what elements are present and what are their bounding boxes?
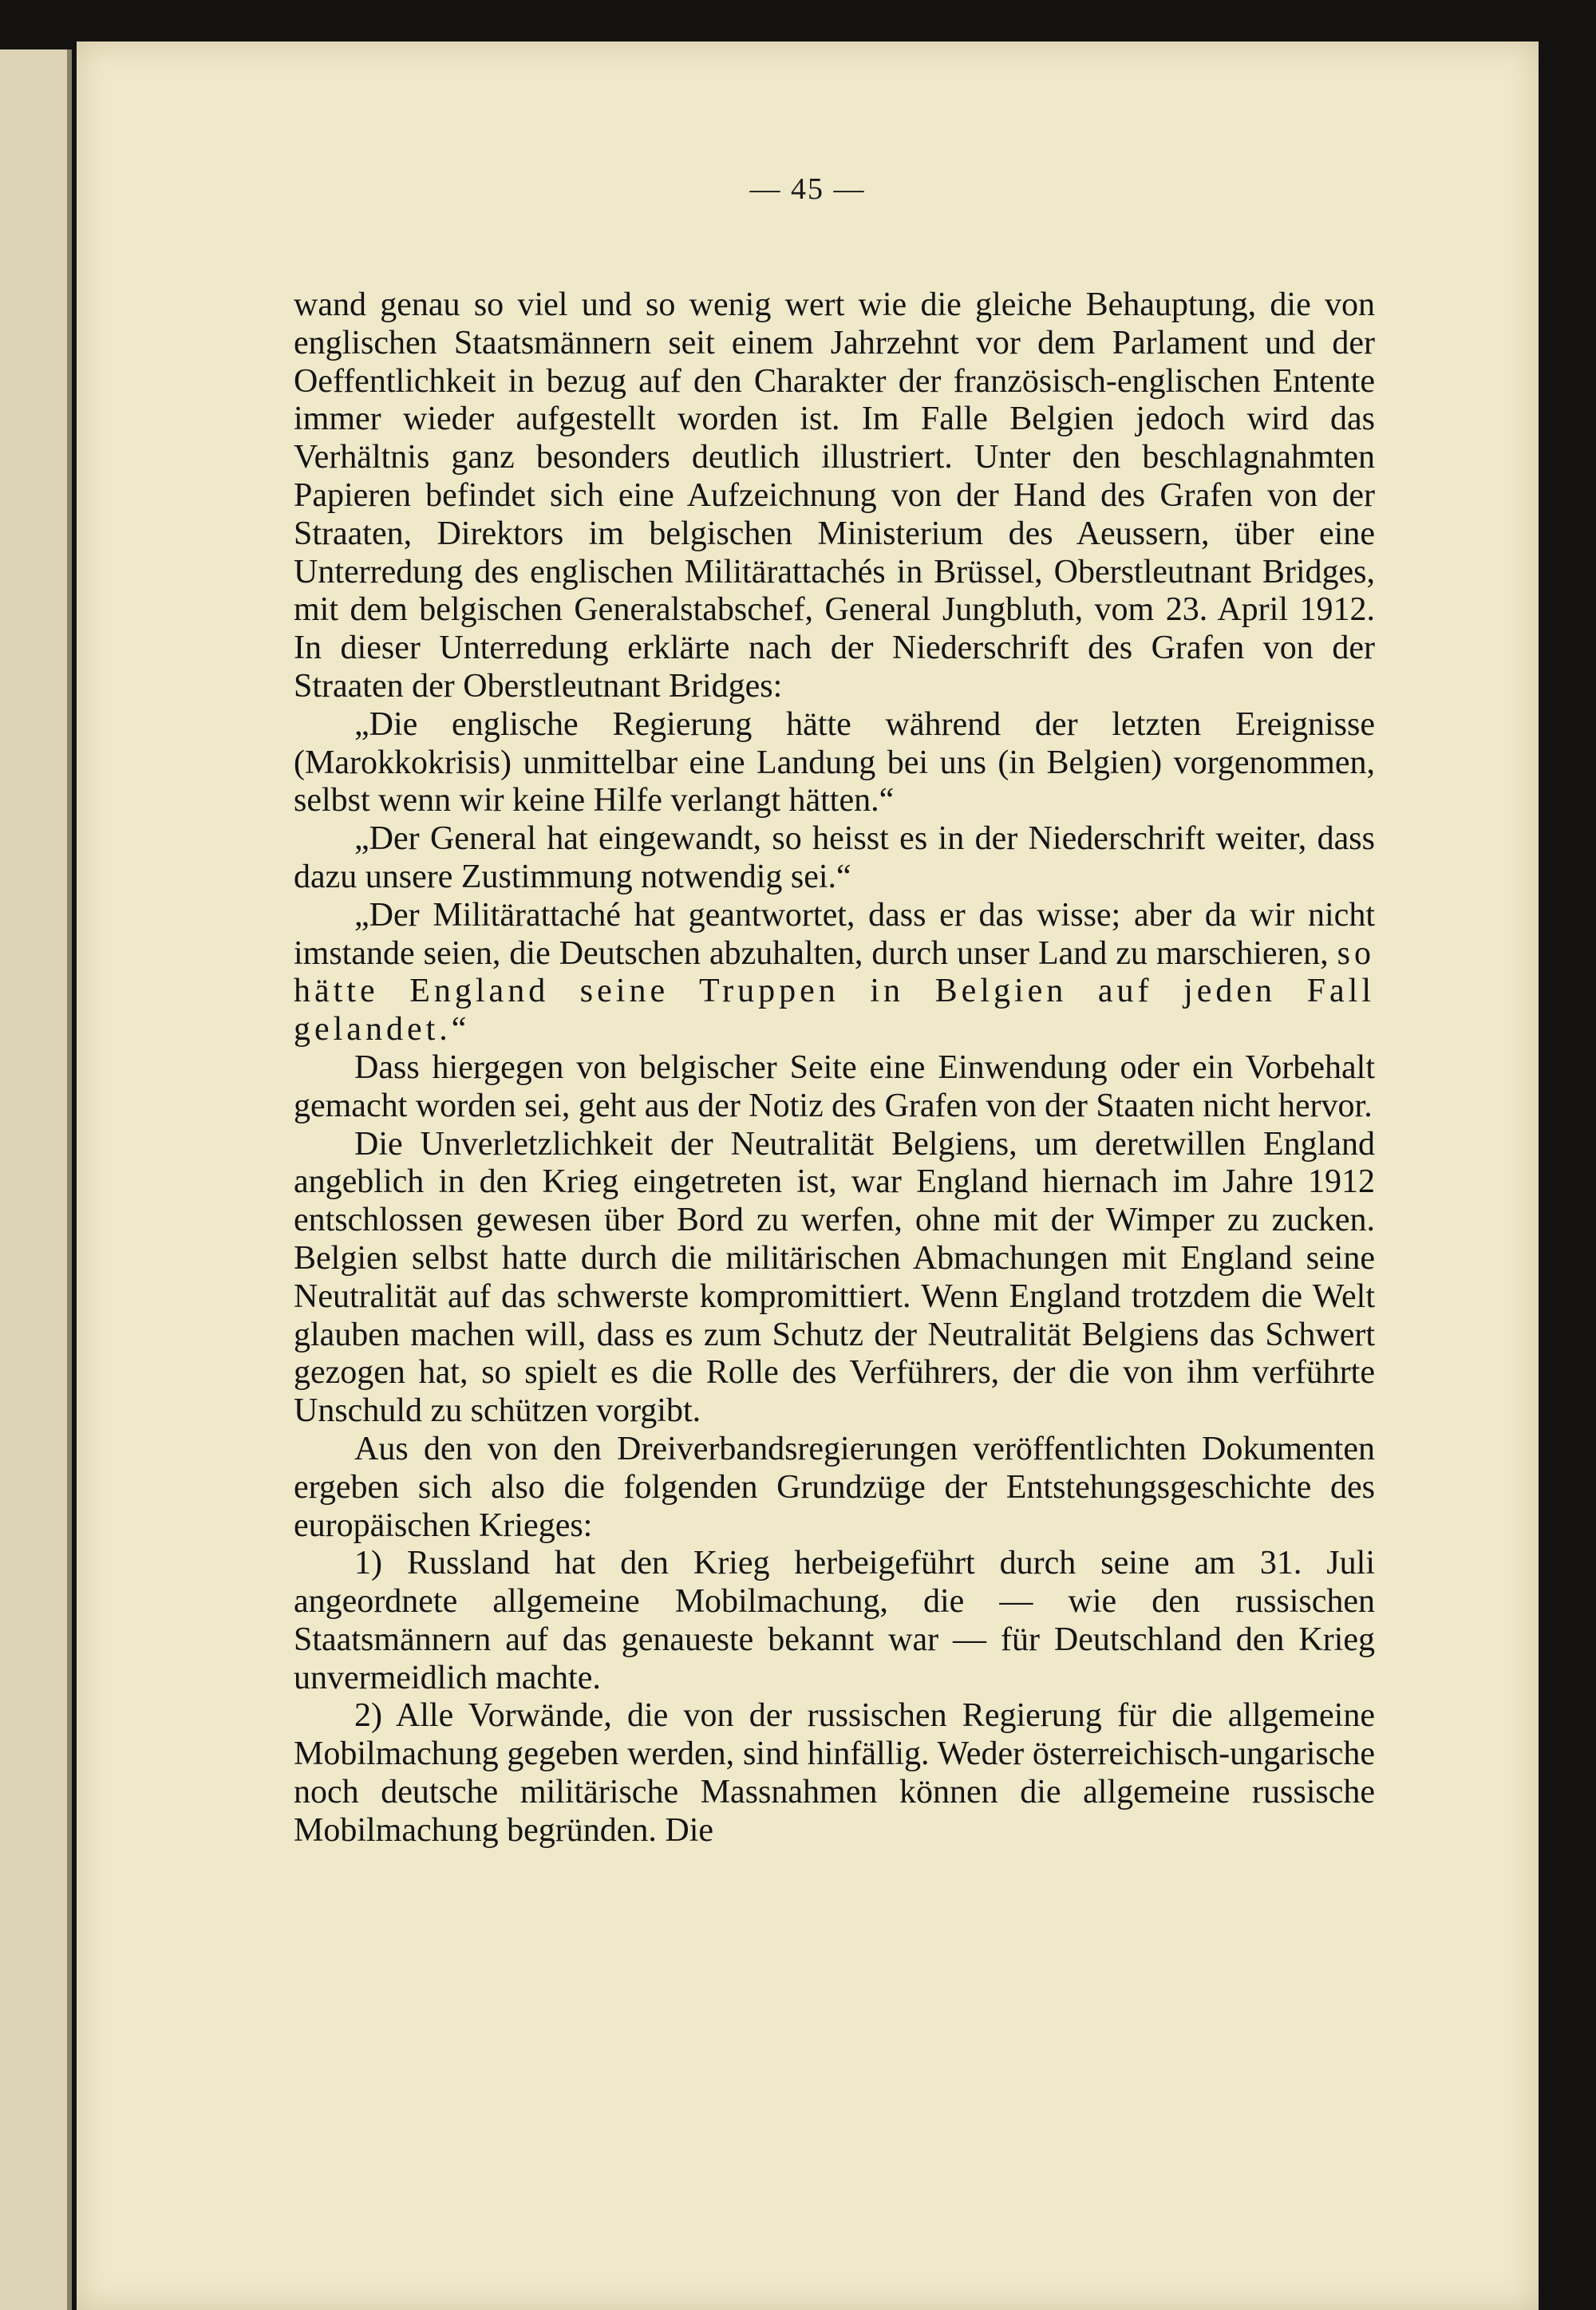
- book-page: [77, 41, 1539, 2310]
- paragraph-6: Die Unverletzlichkeit der Neutralität Belgiens, um deretwillen England angeblich in den Krieg eingetreten ist, war England hiernach im Jahre 1912 entschlossen gewesen über Bord zu werfen, ohne mit der Wimper zu zucken. Belgien selbst hatte durch die militärischen Abmachungen mit England seine Neutralität auf das schwerste kompromittiert. Wenn England trotzdem die Welt glauben machen will, dass es zum Schutz der Neutralität Belgiens das Schwert gezogen hat, so spielt es die Rolle des Verführers, der die von ihm verführte Unschuld zu schützen vorgibt.: [294, 1125, 1375, 1430]
- paragraph-4-plain: „Der Militärattaché hat geantwortet, dass er das wisse; aber da wir nicht imstande seien, die Deutschen abzuhalten, durch unser Land zu marschieren,: [294, 896, 1375, 972]
- paragraph-1: wand genau so viel und so wenig wert wie die gleiche Behauptung, die von englischen Staatsmännern seit einem Jahrzehnt vor dem Parlament und der Oeffentlichkeit in bezug auf den Charakter der französisch-englischen Entente immer wieder aufgestellt worden ist. Im Falle Belgien jedoch wird das Verhältnis ganz besonders deutlich illustriert. Unter den beschlagnahmten Papieren befindet sich eine Aufzeichnung von der Hand des Grafen von der Straaten, Direktors im belgischen Ministerium des Aeussern, über eine Unterredung des englischen Militärattachés in Brüssel, Oberstleutnant Bridges, mit dem belgischen Generalstabschef, General Jungbluth, vom 23. April 1912. In dieser Unterredung erklärte nach der Niederschrift des Grafen von der Straaten der Oberstleutnant Bridges:: [294, 286, 1375, 705]
- paragraph-4: [294, 897, 1375, 1049]
- paragraph-2: „Die englische Regierung hätte während der letzten Ereignisse (Marokkokrisis) unmittelbar eine Landung bei uns (in Belgien) vorgenommen, selbst wenn wir keine Hilfe verlangt hätten.“: [294, 705, 1375, 819]
- paragraph-7: Aus den von den Dreiverbandsregierungen veröffentlichten Dokumenten ergeben sich also die folgenden Grundzüge der Entstehungsgeschichte des europäischen Krieges:: [294, 1430, 1375, 1544]
- paragraph-5: Dass hiergegen von belgischer Seite eine Einwendung oder ein Vorbehalt gemacht worden sei, geht aus der Notiz des Grafen von der Staaten nicht hervor.: [294, 1048, 1375, 1124]
- paragraph-9: 2) Alle Vorwände, die von der russischen Regierung für die allgemeine Mobilmachung gegeben werden, sind hinfällig. Weder österreichisch-ungarische noch deutsche militärische Massnahmen können die allgemeine russische Mobilmachung begründen. Die: [294, 1697, 1375, 1849]
- facing-page-edge: [0, 49, 72, 2310]
- paragraph-4-spaced: so hätte England seine Truppen in Belgien auf jeden Fall gelandet.“: [294, 934, 1375, 1048]
- page-number: — 45 —: [749, 172, 866, 206]
- paragraph-8: 1) Russland hat den Krieg herbeigeführt durch seine am 31. Juli angeordnete allgemeine Mobilmachung, die — wie den russischen Staatsmännern auf das genaueste bekannt war — für Deutschland den Krieg unvermeidlich machte.: [294, 1545, 1375, 1696]
- body-text: [294, 286, 1375, 1850]
- paragraph-3: „Der General hat eingewandt, so heisst es in der Niederschrift weiter, dass dazu unsere Zustimmung notwendig sei.“: [294, 820, 1375, 895]
